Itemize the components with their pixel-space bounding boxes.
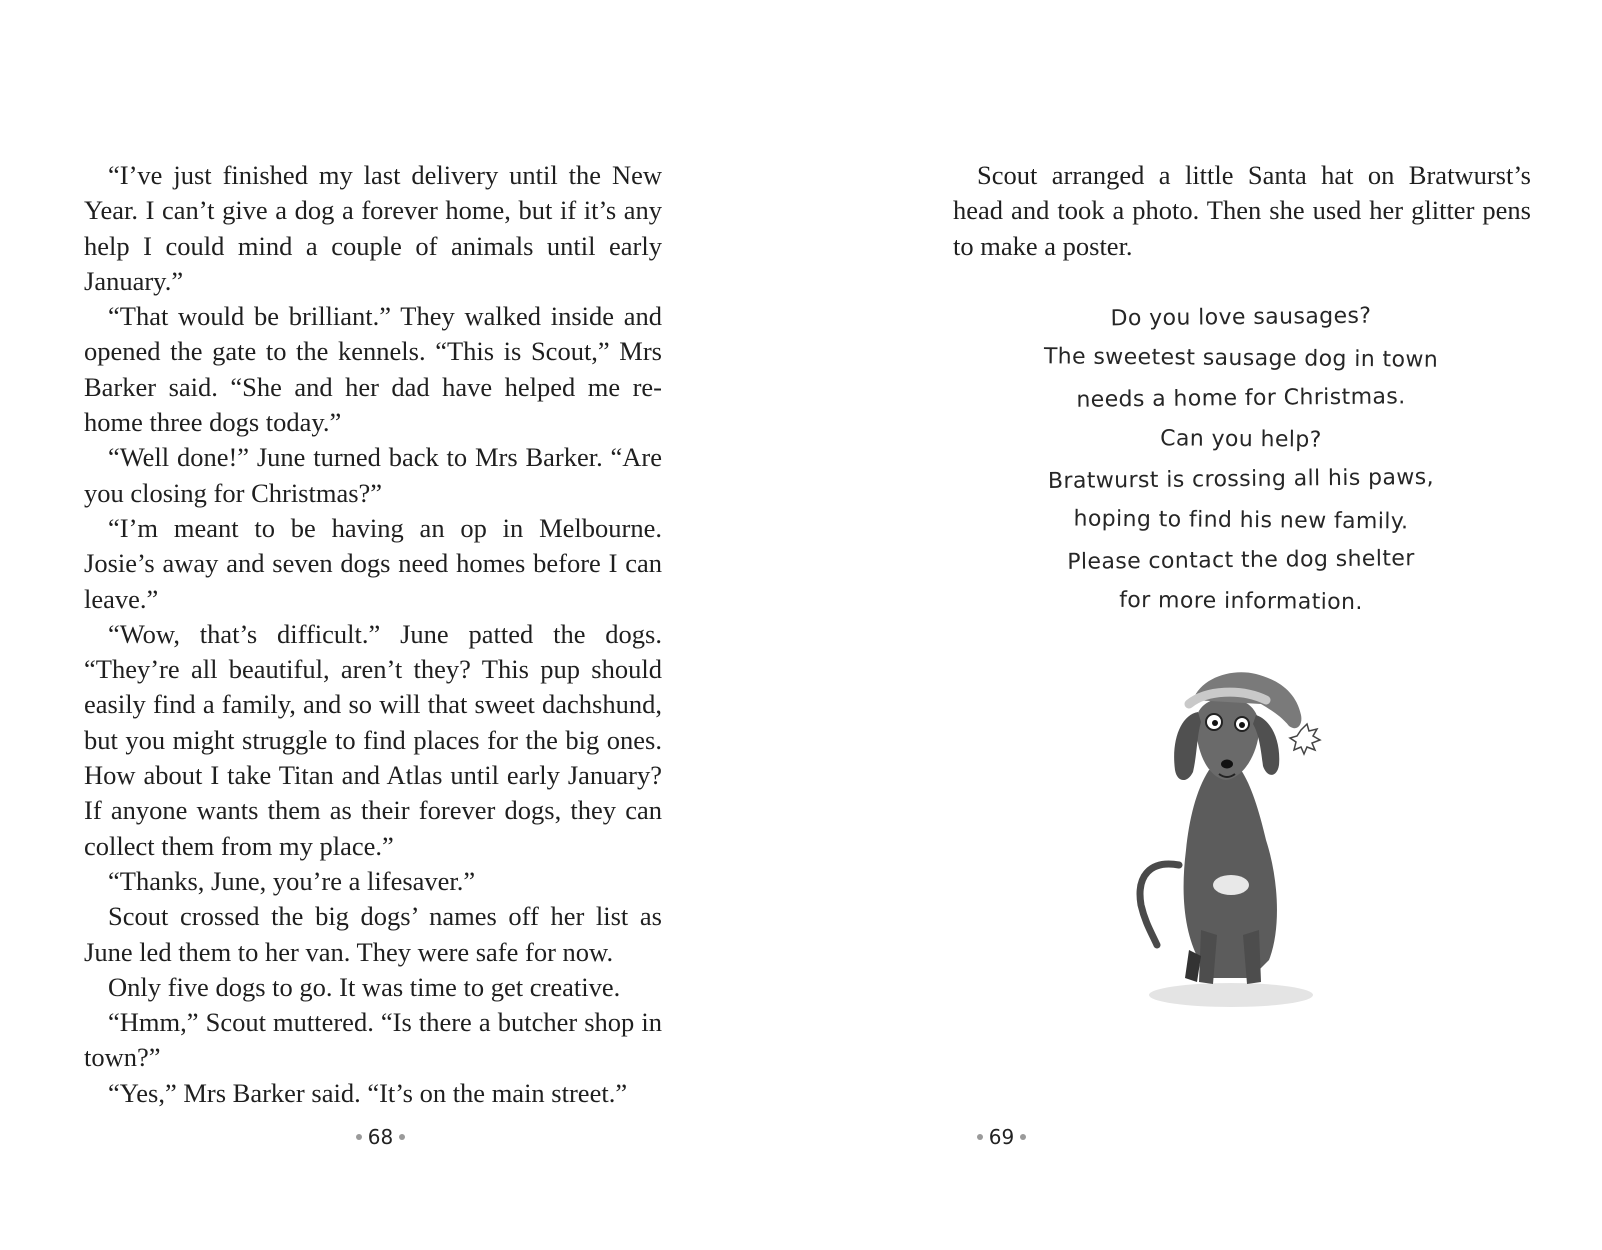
poster-line: Can you help? [1160, 425, 1322, 453]
paragraph: “That would be brilliant.” They walked inside and opened the gate to the kennels. “This is Scout,” Mrs Barker said. “She and her dad have helped me re-home three dogs today.” [84, 301, 662, 438]
poster-line: hoping to find his new family. [1073, 506, 1409, 534]
dachshund-santa-hat-illustration [1101, 660, 1361, 1030]
paragraph: “Well done!” June turned back to Mrs Barker. “Are you closing for Christmas?” [84, 442, 662, 508]
poster-line: for more information. [1119, 587, 1363, 615]
page-number-right [601, 1125, 1402, 1149]
page-number-text: 68 [367, 1125, 394, 1149]
paragraph: Only five dogs to go. It was time to get creative. [108, 971, 621, 1002]
bullet-dot-icon [356, 1134, 362, 1140]
paragraph: Scout crossed the big dogs’ names off her list as June led them to her van. They were safe for now. [84, 901, 662, 967]
poster-line: The sweetest sausage dog in town [1043, 343, 1439, 373]
left-page-body-text [84, 158, 662, 1111]
paragraph: “I’m meant to be having an op in Melbourne. Josie’s away and seven dogs need homes before I can leave.” [84, 512, 662, 614]
paragraph: “Thanks, June, you’re a lifesaver.” [108, 865, 476, 896]
bullet-dot-icon [977, 1134, 983, 1140]
paragraph: Scout arranged a little Santa hat on Bratwurst’s head and took a photo. Then she used her glitter pens to make a poster. [953, 160, 1531, 261]
page-number-text: 69 [988, 1125, 1015, 1149]
poster-handwritten-text [1031, 298, 1451, 622]
right-page-body-text [953, 158, 1531, 264]
poster-line: Please contact the dog shelter [1067, 546, 1415, 575]
poster-line: needs a home for Christmas. [1076, 384, 1406, 413]
paragraph: “Hmm,” Scout muttered. “Is there a butcher shop in town?” [84, 1007, 662, 1073]
bullet-dot-icon [399, 1134, 405, 1140]
paragraph: “Wow, that’s difficult.” June patted the dogs. “They’re all beautiful, aren’t they? This pup should easily find a family, and so will that sweet dachshund, but you might struggle to find places for the big ones. How about I take Titan and Atlas until early January? If anyone wants them as their forever dogs, they can collect them from my place.” [84, 618, 662, 861]
poster-line: Do you love sausages? [1110, 303, 1372, 332]
right-page [801, 0, 1602, 1250]
poster-line: Bratwurst is crossing all his paws, [1047, 464, 1435, 495]
paragraph: “I’ve just finished my last delivery until the New Year. I can’t give a dog a forever home, but if it’s any help I could mind a couple of animals until early January.” [84, 160, 662, 296]
bullet-dot-icon [1020, 1134, 1026, 1140]
paragraph: “Yes,” Mrs Barker said. “It’s on the main street.” [108, 1077, 628, 1108]
